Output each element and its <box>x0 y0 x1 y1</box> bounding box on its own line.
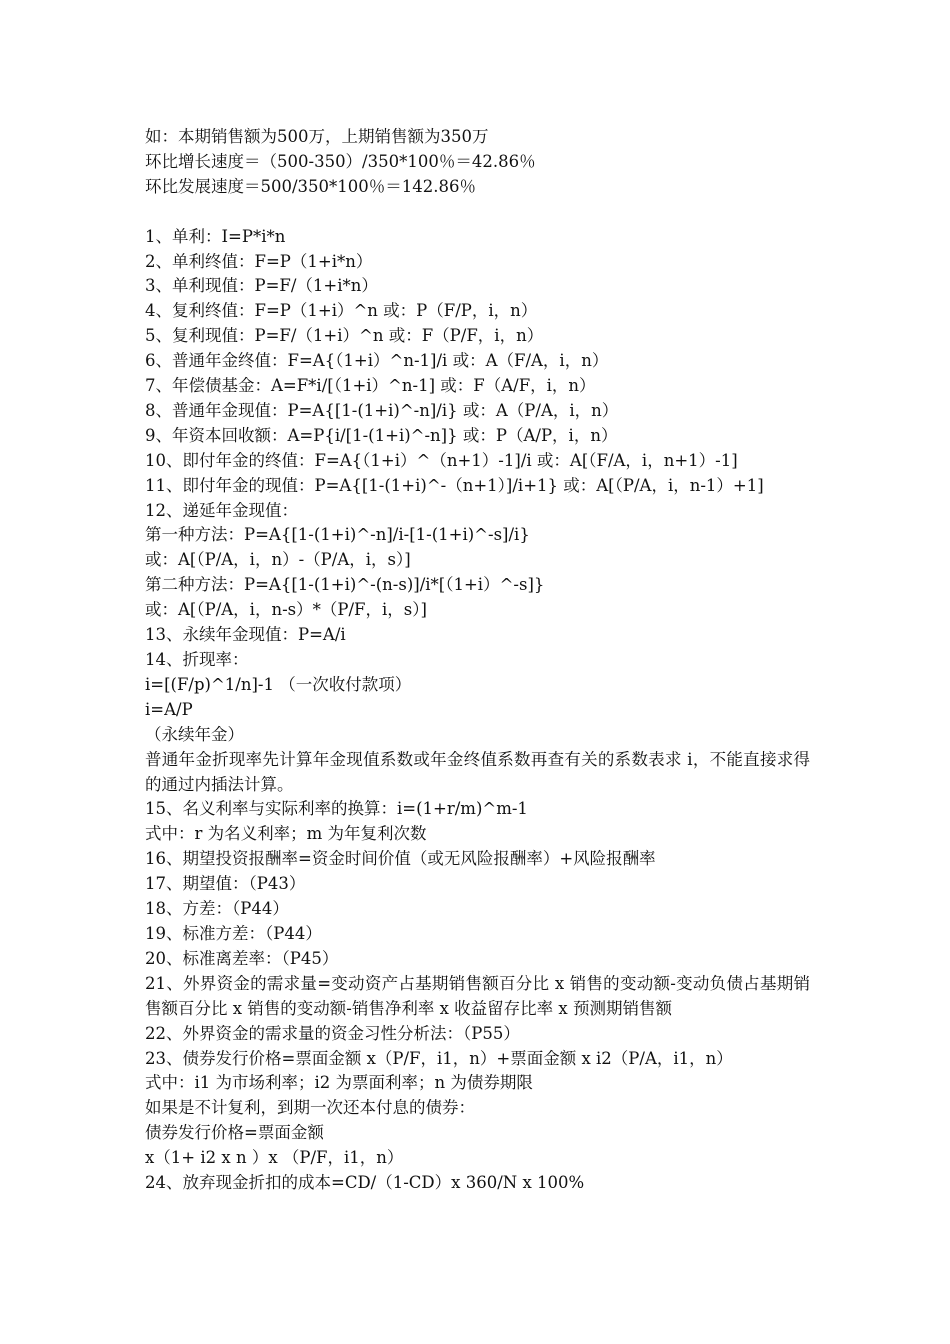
formula-12-method-2-alt: 或：A[（P/A，i，n-s）*（P/F，i，s）] <box>145 600 427 620</box>
formula-17: 17、期望值：（P43） <box>145 874 306 894</box>
blank-line <box>145 200 810 225</box>
formula-20: 20、标准离差率：（P45） <box>145 948 339 968</box>
document-page <box>145 125 810 1196</box>
formula-1: 1、单利：I=P*i*n <box>145 226 286 246</box>
formula-9: 9、年资本回收额：A=P{i/[1-(1+i)^-n]} 或：P（A/P，i，n） <box>145 425 618 445</box>
formula-8: 8、普通年金现值：P=A{[1-(1+i)^-n]/i} 或：A（P/A，i，n） <box>145 400 619 420</box>
formula-12-method-1-alt: 或：A[（P/A，i，n）-（P/A，i，s）] <box>145 550 411 570</box>
intro-line-1: 如：本期销售额为500万，上期销售额为350万 <box>145 127 489 146</box>
formula-14-annuity-note: 普通年金折现率先计算年金现值系数或年金终值系数再查有关的系数表求 i，不能直接求得的通过内插法计算。 <box>145 749 810 794</box>
formula-23-simple-interest: 如果是不计复利，到期一次还本付息的债券： <box>145 1098 475 1118</box>
formula-15: 15、名义利率与实际利率的换算：i=(1+r/m)^m-1 <box>145 799 528 819</box>
formula-3: 3、单利现值：P=F/（1+i*n） <box>145 276 378 296</box>
formula-7: 7、年偿债基金：A=F*i/[（1+i）^n-1] 或：F（A/F，i，n） <box>145 376 596 396</box>
formula-12: 12、递延年金现值： <box>145 500 298 520</box>
formula-14-perpetuity-note: （永续年金） <box>145 724 244 744</box>
intro-line-2: 环比增长速度＝（500-350）/350*100％＝42.86％ <box>145 151 536 171</box>
formula-21: 21、外界资金的需求量=变动资产占基期销售额百分比 x 销售的变动额-变动负债占基期销售额百分比 x 销售的变动额-销售净利率 x 收益留存比率 x 预测期销售额 <box>145 973 810 1018</box>
formula-19: 19、标准方差：（P44） <box>145 923 322 943</box>
formula-2: 2、单利终值：F=P（1+i*n） <box>145 251 373 271</box>
formula-6: 6、普通年金终值：F=A{（1+i）^n-1]/i 或：A（F/A，i，n） <box>145 351 609 371</box>
formula-16: 16、期望投资报酬率=资金时间价值（或无风险报酬率）+风险报酬率 <box>145 849 656 869</box>
formula-14: 14、折现率： <box>145 650 249 670</box>
formula-23-note: 式中：i1 为市场利率；i2 为票面利率；n 为债券期限 <box>145 1073 533 1093</box>
formula-10: 10、即付年金的终值：F=A{（1+i）^（n+1）-1]/i 或：A[（F/A，i，n+1）-1] <box>145 450 738 470</box>
formula-23-bond-price: 债券发行价格=票面金额 <box>145 1123 324 1143</box>
formula-13: 13、永续年金现值：P=A/i <box>145 625 346 645</box>
formula-12-method-2: 第二种方法：P=A{[1-(1+i)^-(n-s)]/i*[（1+i）^-s]} <box>145 575 545 595</box>
formula-15-note: 式中：r 为名义利率；m 为年复利次数 <box>145 824 427 844</box>
formula-5: 5、复利现值：P=F/（1+i）^n 或：F（P/F，i，n） <box>145 326 544 346</box>
formula-23-bond-price-factor: x（1+ i2 x n ）x （P/F，i1，n） <box>145 1148 404 1168</box>
formula-12-method-1: 第一种方法：P=A{[1-(1+i)^-n]/i-[1-(1+i)^-s]/i} <box>145 525 530 545</box>
formula-14-lump-sum: i=[(F/p)^1/n]-1 （一次收付款项） <box>145 674 412 694</box>
formula-23: 23、债券发行价格=票面金额 x（P/F，i1，n）+票面金额 x i2（P/A，i1，n） <box>145 1048 733 1068</box>
formula-22: 22、外界资金的需求量的资金习性分析法：（P55） <box>145 1023 520 1043</box>
formula-4: 4、复利终值：F=P（1+i）^n 或：P（F/P，i，n） <box>145 301 538 321</box>
formula-18: 18、方差：（P44） <box>145 899 289 919</box>
formula-11: 11、即付年金的现值：P=A{[1-(1+i)^-（n+1）]/i+1} 或：A[（P/A，i，n-1）+1] <box>145 475 764 495</box>
formula-24: 24、放弃现金折扣的成本=CD/（1-CD）x 360/N x 100% <box>145 1173 585 1193</box>
formula-14-perpetuity: i=A/P <box>145 699 193 719</box>
intro-line-3: 环比发展速度＝500/350*100％＝142.86％ <box>145 176 477 196</box>
